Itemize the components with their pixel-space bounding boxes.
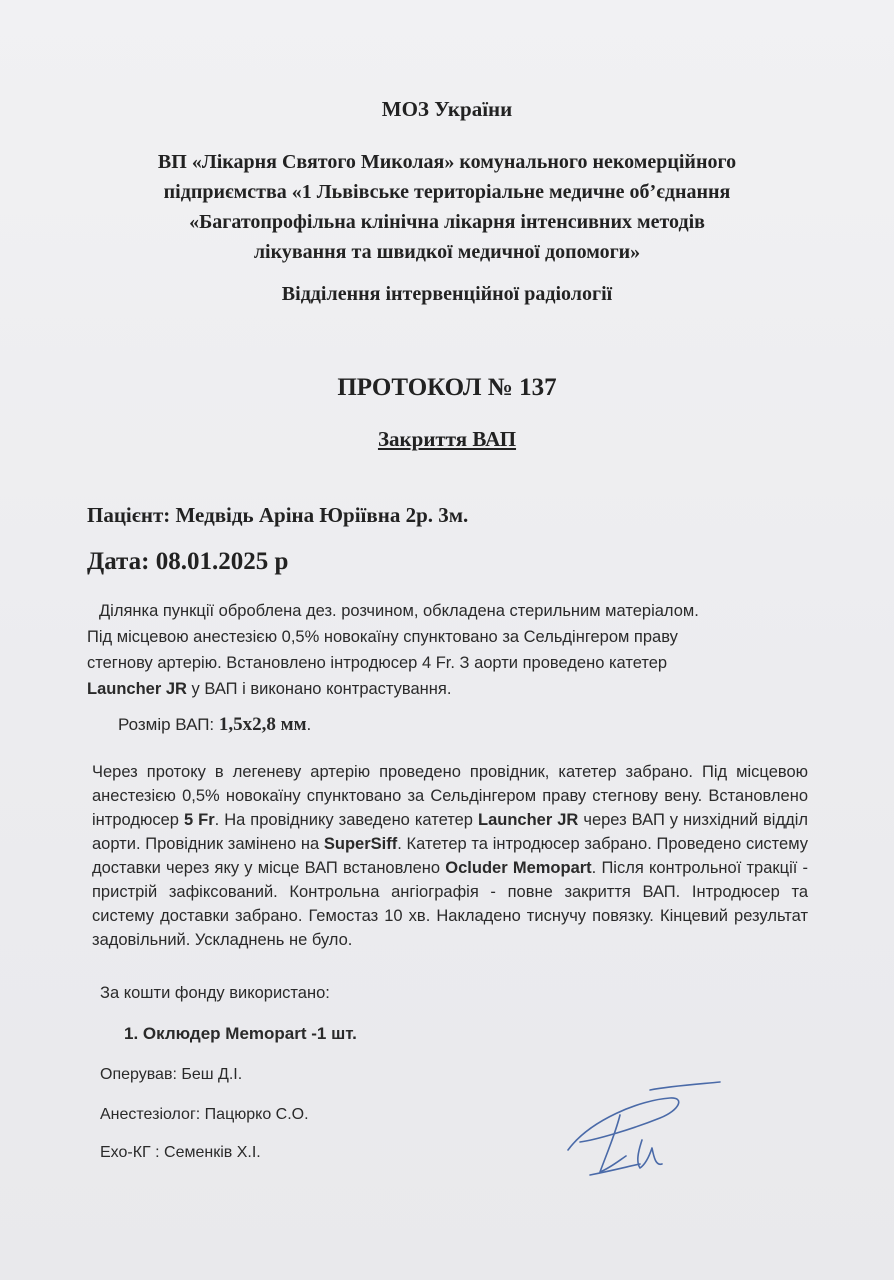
procedure-paragraph-1 [87, 598, 817, 702]
paragraph-text: Через протоку в легеневу артерію проведено провідник, катетер забрано. Під місцевою анестезією 0,5% новокаїну спунктовано за Сельдінгером праву стегнову вену. Встановлено інтродюсер [92, 763, 808, 829]
size-end: . [306, 715, 312, 734]
hospital-line: «Багатопрофільна клінічна лікарня інтенсивних методів [189, 211, 705, 233]
paragraph-line: Ділянка пункції оброблена дез. розчином, обкладена стерильним матеріалом. [99, 602, 699, 620]
handwritten-signature [560, 1080, 730, 1190]
signature-stroke [568, 1098, 679, 1150]
hospital-line: ВП «Лікарня Святого Миколая» комунального некомерційного [157, 151, 737, 173]
occluder-name: Ocluder Memopart [445, 859, 592, 877]
hospital-name [0, 147, 894, 267]
size-label: Розмір ВАП: [118, 715, 219, 734]
paragraph-text: через ВАП у низхідний відділ аорти. Провідник замінено на [92, 811, 809, 853]
paragraph-text: у ВАП і виконано контрастування. [186, 680, 452, 698]
hospital-line: лікування та швидкої медичної допомоги» [253, 241, 641, 263]
size-value: 1,5х2,8 мм [218, 714, 307, 735]
anesthesiologist-line: Анестезіолог: Пацюрко С.О. [100, 1106, 309, 1123]
guidewire-name: SuperSiff [323, 835, 398, 853]
procedure-paragraph-2 [92, 760, 808, 952]
date-line: Дата: 08.01.2025 р [87, 548, 289, 575]
signature-stroke [600, 1115, 626, 1172]
signature-stroke [638, 1140, 662, 1168]
paragraph-line: Під місцевою анестезією 0,5% новокаїну спунктовано за Сельдінгером праву [87, 628, 678, 646]
signature-stroke [590, 1164, 640, 1175]
paragraph-text: . Катетер та інтродюсер забрано. Проведено систему доставки через яку у місце ВАП встановлено [92, 835, 808, 877]
signature-stroke [650, 1082, 720, 1090]
patient-line: Пацієнт: Медвідь Аріна Юріївна 2р. 3м. [87, 503, 469, 527]
paragraph-text: . Після контрольної тракції - пристрій зафіксований. Контрольна ангіографія - повне закриття ВАП. Інтродюсер та систему доставки забрано. Гемостаз 10 хв. Накладено тиснучу повязку. Кінцевий результат задовільний. Ускладнень не було. [92, 859, 809, 949]
echo-line: Ехо-КГ : Семенків Х.І. [100, 1144, 261, 1161]
surgeon-line: Оперував: Беш Д.І. [100, 1066, 243, 1083]
protocol-title: ПРОТОКОЛ № 137 [337, 374, 557, 401]
funds-item: 1. Оклюдер Memopart -1 шт. [124, 1024, 357, 1043]
introducer-size: 5 Fr [183, 811, 215, 829]
funds-label: За кошти фонду використано: [100, 984, 330, 1002]
paragraph-line: стегнову артерію. Встановлено інтродюсер 4 Fr. З аорти проведено катетер [87, 654, 668, 672]
paragraph-line [87, 676, 817, 702]
department-heading: Відділення інтервенційної радіології [281, 283, 613, 305]
hospital-line: підприємства «1 Львівське територіальне медичне об’єднання [163, 181, 731, 203]
catheter-name: Launcher JR [477, 811, 579, 829]
protocol-subtitle: Закриття ВАП [377, 427, 517, 451]
catheter-name: Launcher JR [87, 680, 187, 698]
pda-size [118, 714, 311, 736]
ministry-heading: МОЗ України [381, 97, 513, 121]
paragraph-text: . На провіднику заведено катетер [214, 811, 478, 829]
